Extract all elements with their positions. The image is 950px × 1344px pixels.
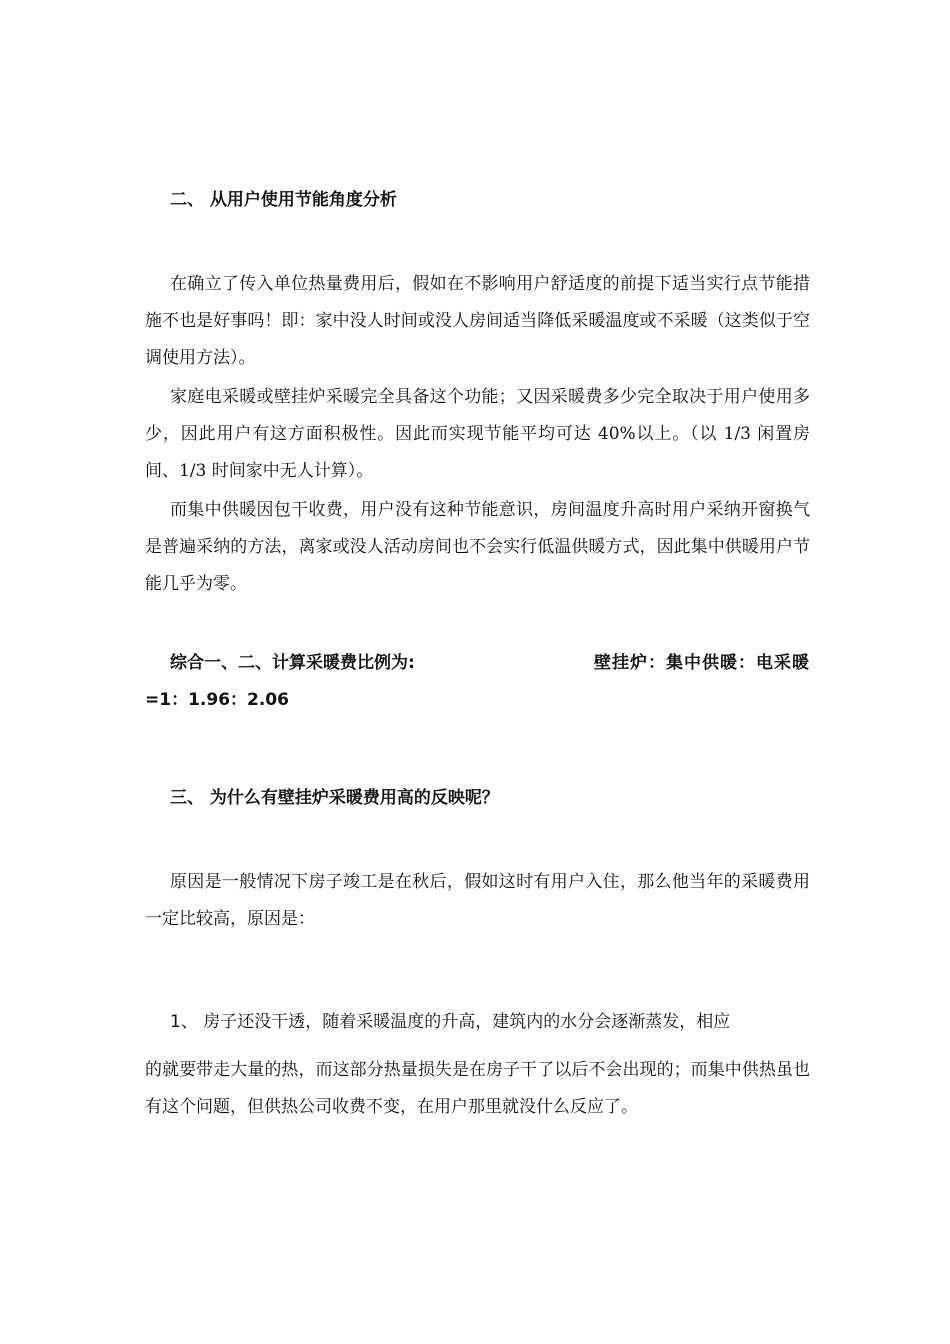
section-3-paragraph-1: 原因是一般情况下房子竣工是在秋后，假如这时有用户入住，那么他当年的采暖费用一定比较高，原因是：	[145, 872, 810, 929]
cost-ratio-summary	[145, 645, 810, 719]
section-2-paragraph-3: 而集中供暖因包干收费，用户没有这种节能意识，房间温度升高时用户采纳开窗换气是普遍采纳的方法，离家或没人活动房间也不会实行低温供暖方式，因此集中供暖用户节能几乎为零。	[145, 500, 810, 594]
summary-ratio-values: =1：1.96：2.06	[145, 690, 289, 710]
section-2-paragraph-2: 家庭电采暖或壁挂炉采暖完全具备这个功能；又因采暖费多少完全取决于用户使用多少，因此用户有这方面积极性。因此而实现节能平均可达 40%以上。（以 1/3 闲置房间、1/3 时间家中无人计算）。	[145, 387, 810, 481]
reason-item-1-first-line: 房子还没干透，随着采暖温度的升高，建筑内的水分会逐渐蒸发，相应	[197, 1012, 731, 1032]
section-2-paragraph-1: 在确立了传入单位热量费用后，假如在不影响用户舒适度的前提下适当实行点节能措施不也是好事吗！即：家中没人时间或没人房间适当降低采暖温度或不采暖（这类似于空调使用方法）。	[145, 274, 810, 368]
summary-heating-types: 壁挂炉：集中供暖：电采暖	[594, 653, 810, 673]
section-3-heading: 三、 为什么有壁挂炉采暖费用高的反映呢？	[170, 788, 499, 808]
reason-item-1-number: 1、	[170, 1012, 198, 1032]
section-2-heading: 二、 从用户使用节能角度分析	[170, 190, 397, 210]
summary-lead-text: 综合一、二、计算采暖费比例为:	[170, 653, 415, 673]
reason-item-1-line-1	[145, 1004, 810, 1041]
reason-item-1-continuation: 的就要带走大量的热，而这部分热量损失是在房子干了以后不会出现的；而集中供热虽也有这个问题，但供热公司收费不变，在用户那里就没什么反应了。	[145, 1060, 810, 1117]
